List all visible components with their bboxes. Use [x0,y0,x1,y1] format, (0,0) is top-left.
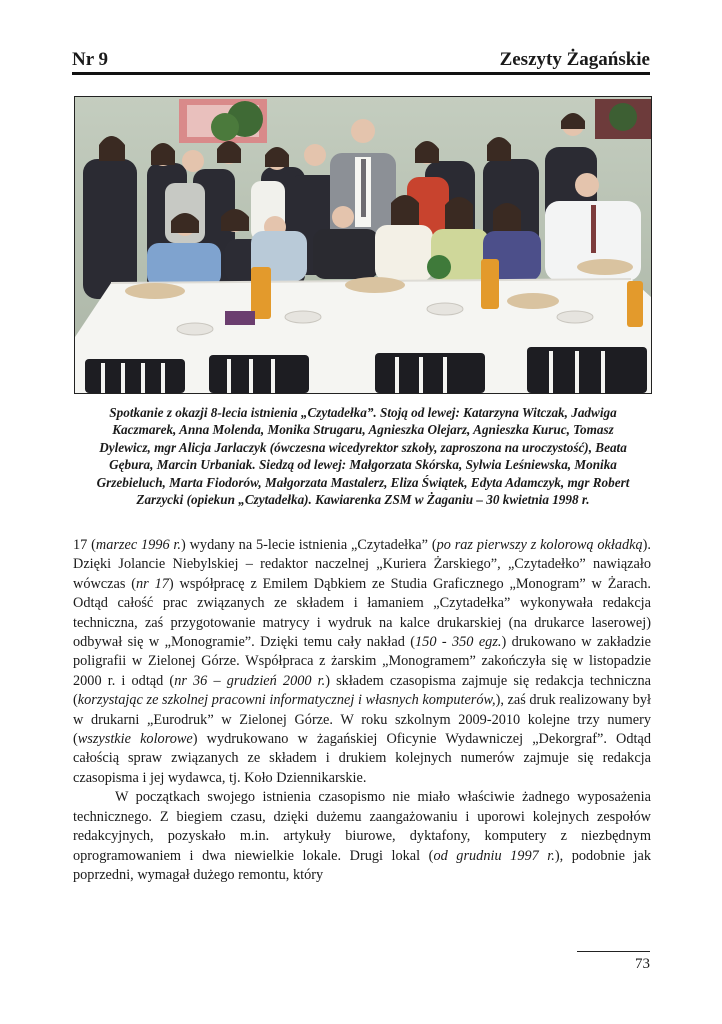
journal-title: Zeszyty Żagańskie [499,49,650,70]
article-body [73,536,651,885]
paragraph-2: W początkach swojego istnienia czasopismo nie miało właściwie żadnego wyposażenia technicznego. Z biegiem czasu, dzięki dużemu zaangażowaniu i uporowi kolejnych zespołów redakcyjnych, pozyskało m.in. artykuły biurowe, dyktafony, komputery z niezbędnym oprogramowaniem i dwa niewielkie lokale. Drugi lokal (od grudniu 1997 r.), podobnie jak poprzedni, wymagał dużego remontu, który [73,789,651,883]
running-header [72,49,650,71]
photo-caption: Spotkanie z okazji 8-lecia istnienia „Czytadełka”. Stoją od lewej: Katarzyna Witczak, Jadwiga Kaczmarek, Anna Molenda, Monika Strugaru, Agnieszka Olejarz, Agnieszka Kuruc, Tomasz Dylewicz, mgr Alicja Jarlaczyk (ówczesna wicedyrektor szkoły, zaproszona na uroczystość), Beata Gębura, Marcin Urbaniak. Siedzą od lewej: Małgorzata Skórska, Sylwia Leśniewska, Monika Grzebieluch, Marta Fiodorów, Małgorzata Mastalerz, Eliza Świątek, Edyta Adamczyk, mgr Robert Zarzycki (opiekun „Czytadełka). Kawiarenka ZSM w Żaganiu – 30 kwietnia 1998 r. [96,405,630,508]
page-number: 73 [635,956,650,972]
footer-rule [577,951,650,952]
paragraph-1: 17 (marzec 1996 r.) wydany na 5-lecie istnienia „Czytadełka” (po raz pierwszy z kolorową okładką). Dzięki Jolancie Niebylskiej – redaktor naczelnej „Kuriera Żarskiego”, „Czytadełko” nawiązało wówczas (nr 17) współpracę z Emilem Dąbkiem ze Studia Graficznego „Monogram” w Żarach. Odtąd całość prac związanych ze składem i łamaniem „Czytadełka” wykonywała redakcja techniczna, zaś przygotowanie matrycy i wydruk na kalce drukarskiej (na drukarce laserowej) odbywał się w „Monogramie”. Dzięki temu cały nakład (150 - 350 egz.) drukowano w zakładzie poligrafii w Zielonej Górze. Współpraca z żarskim „Monogramem” zakończyła się w listopadzie 2000 r. i odtąd (nr 36 – grudzień 2000 r.) składem czasopisma zajmuje się redakcja techniczna (korzystając ze szkolnej pracowni informatycznej i własnych komputerów,), zaś druk realizowany był w drukarni „Eurodruk” w Zielonej Górze. W roku szkolnym 2009-2010 kolejne trzy numery (wszystkie kolorowe) wydrukowano w żagańskiej Oficynie Wydawniczej „Dekorgraf”. Odtąd całością spraw związanych ze składem i drukiem kolejnych numerów zajmuje się redakcja czasopisma i jej wydawca, tj. Koło Dziennikarskie. [73,537,652,786]
group-photo-illustration [75,97,651,393]
issue-number: Nr 9 [72,49,109,70]
group-photo [74,96,652,394]
header-rule [72,72,650,75]
